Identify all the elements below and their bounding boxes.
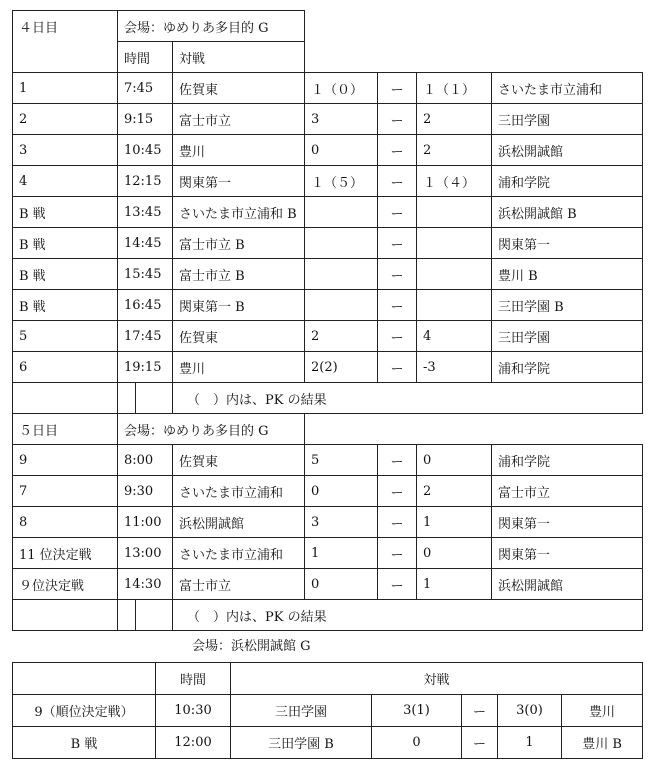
- match-number: B 戦: [13, 197, 118, 228]
- match-time: 19:15: [118, 352, 173, 383]
- home-score: 2(2): [305, 352, 378, 383]
- match-row: [13, 166, 643, 197]
- pk-blank: [13, 600, 118, 631]
- match-row: [13, 569, 643, 600]
- score-dash: ー: [378, 476, 417, 507]
- pk-blank: [118, 383, 136, 414]
- home-score: １（５）: [305, 166, 378, 197]
- score-dash: ー: [378, 290, 417, 321]
- day4-header-row: [13, 11, 643, 42]
- match-row: [13, 507, 643, 538]
- match-row: [13, 73, 643, 104]
- match-time: 9:15: [118, 104, 173, 135]
- home-score: １（０）: [305, 73, 378, 104]
- final-match-row: [13, 695, 643, 727]
- match-time: 17:45: [118, 321, 173, 352]
- home-team: 三田学園 B: [231, 727, 372, 759]
- match-number: 3: [13, 135, 118, 166]
- away-team: 関東第一: [492, 228, 643, 259]
- match-row: [13, 321, 643, 352]
- match-number: B 戦: [13, 228, 118, 259]
- pk-note: （ ）内は、PK の結果: [173, 600, 643, 631]
- away-team: 関東第一: [492, 507, 643, 538]
- away-score: 4: [417, 321, 492, 352]
- match-row: [13, 476, 643, 507]
- away-team: 三田学園: [492, 104, 643, 135]
- match-row: [13, 135, 643, 166]
- day4-label: ４日目: [13, 11, 118, 73]
- away-team: 浦和学院: [492, 352, 643, 383]
- match-time: 8:00: [118, 445, 173, 476]
- home-score: 5: [305, 445, 378, 476]
- match-time: 14:45: [118, 228, 173, 259]
- score-dash: ー: [378, 104, 417, 135]
- score-dash: ー: [378, 73, 417, 104]
- score-dash: ー: [462, 727, 498, 759]
- home-team: 富士市立: [173, 569, 305, 600]
- home-score: 1: [305, 538, 378, 569]
- home-team: さいたま市立浦和: [173, 538, 305, 569]
- match-number: 8: [13, 507, 118, 538]
- match-number: 1: [13, 73, 118, 104]
- away-score: 2: [417, 476, 492, 507]
- match-time: 10:30: [156, 695, 231, 727]
- match-number: 9: [13, 445, 118, 476]
- home-team: 関東第一 B: [173, 290, 305, 321]
- away-team: 豊川 B: [562, 727, 643, 759]
- match-row: [13, 228, 643, 259]
- match-number: B 戦: [13, 259, 118, 290]
- match-row: [13, 538, 643, 569]
- match-time: 9:30: [118, 476, 173, 507]
- home-score: 0: [372, 727, 462, 759]
- match-number: 2: [13, 104, 118, 135]
- home-team: 佐賀東: [173, 445, 305, 476]
- match-row: [13, 259, 643, 290]
- away-score: 2: [417, 135, 492, 166]
- match-time: 11:00: [118, 507, 173, 538]
- home-team: 富士市立: [173, 104, 305, 135]
- away-team: 浜松開誠館: [492, 569, 643, 600]
- home-score: [305, 197, 378, 228]
- home-team: さいたま市立浦和: [173, 476, 305, 507]
- home-team: さいたま市立浦和 B: [173, 197, 305, 228]
- day5-venue: 会場：ゆめりあ多目的 G: [118, 414, 305, 445]
- match-row: [13, 290, 643, 321]
- score-dash: ー: [378, 166, 417, 197]
- final-col-time: 時間: [156, 663, 231, 695]
- header-empty: [305, 414, 643, 445]
- day4-day5-schedule-table: [12, 10, 643, 631]
- away-team: 浜松開誠館: [492, 135, 643, 166]
- home-score: [305, 228, 378, 259]
- home-score: 2: [305, 321, 378, 352]
- match-number: B 戦: [13, 290, 118, 321]
- pk-blank: [136, 383, 173, 414]
- home-team: 富士市立 B: [173, 259, 305, 290]
- away-score: １（１）: [417, 73, 492, 104]
- pk-note-row: [13, 383, 643, 414]
- match-time: 12:00: [156, 727, 231, 759]
- match-number: 5: [13, 321, 118, 352]
- away-team: 豊川: [562, 695, 643, 727]
- match-time: 16:45: [118, 290, 173, 321]
- day5-header-row: [13, 414, 643, 445]
- home-team: 関東第一: [173, 166, 305, 197]
- col-match-header: 対戦: [173, 42, 305, 73]
- away-score: [417, 228, 492, 259]
- day4-venue: 会場：ゆめりあ多目的 G: [118, 11, 305, 42]
- away-score: [417, 259, 492, 290]
- away-score: -3: [417, 352, 492, 383]
- score-dash: ー: [378, 135, 417, 166]
- away-team: 富士市立: [492, 476, 643, 507]
- pk-note: （ ）内は、PK の結果: [173, 383, 643, 414]
- pk-blank: [118, 600, 136, 631]
- score-dash: ー: [378, 259, 417, 290]
- score-dash: ー: [378, 228, 417, 259]
- away-score: [417, 197, 492, 228]
- home-team: 佐賀東: [173, 321, 305, 352]
- score-dash: ー: [378, 538, 417, 569]
- match-row: [13, 197, 643, 228]
- match-row: [13, 104, 643, 135]
- away-score: 0: [417, 445, 492, 476]
- away-score: 0: [417, 538, 492, 569]
- home-score: 0: [305, 135, 378, 166]
- away-score: 1: [498, 727, 562, 759]
- score-dash: ー: [378, 321, 417, 352]
- away-score: 3(0): [498, 695, 562, 727]
- day5-label: ５日目: [13, 414, 118, 445]
- match-number: ９位決定戦: [13, 569, 118, 600]
- match-number: 7: [13, 476, 118, 507]
- away-score: 1: [417, 569, 492, 600]
- home-team: 富士市立 B: [173, 228, 305, 259]
- away-team: さいたま市立浦和: [492, 73, 643, 104]
- home-team: 三田学園: [231, 695, 372, 727]
- match-number: 4: [13, 166, 118, 197]
- home-score: [305, 259, 378, 290]
- away-team: 三田学園 B: [492, 290, 643, 321]
- match-time: 15:45: [118, 259, 173, 290]
- home-score: 0: [305, 569, 378, 600]
- final-header-empty: [13, 663, 156, 695]
- match-row: [13, 352, 643, 383]
- home-team: 豊川: [173, 135, 305, 166]
- away-team: 浦和学院: [492, 166, 643, 197]
- final-venue-table: [12, 662, 643, 759]
- pk-blank: [13, 383, 118, 414]
- match-number: 9（順位決定戦）: [13, 695, 156, 727]
- home-score: 3: [305, 507, 378, 538]
- score-dash: ー: [378, 197, 417, 228]
- away-score: 2: [417, 104, 492, 135]
- home-team: 佐賀東: [173, 73, 305, 104]
- col-time-header: 時間: [118, 42, 173, 73]
- home-team: 浜松開誠館: [173, 507, 305, 538]
- away-score: １（４）: [417, 166, 492, 197]
- away-score: 1: [417, 507, 492, 538]
- match-number: 11 位決定戦: [13, 538, 118, 569]
- final-col-match: 対戦: [231, 663, 643, 695]
- header-empty: [305, 42, 643, 73]
- score-dash: ー: [378, 569, 417, 600]
- header-empty: [305, 11, 643, 42]
- pk-note-row: [13, 600, 643, 631]
- final-venue-label: 会場：浜松開誠館 G: [192, 639, 311, 654]
- home-team: 豊川: [173, 352, 305, 383]
- away-team: 関東第一: [492, 538, 643, 569]
- final-header-row: [13, 663, 643, 695]
- match-time: 14:30: [118, 569, 173, 600]
- away-score: [417, 290, 492, 321]
- score-dash: ー: [462, 695, 498, 727]
- away-team: 三田学園: [492, 321, 643, 352]
- home-score: 3(1): [372, 695, 462, 727]
- match-time: 10:45: [118, 135, 173, 166]
- match-number: B 戦: [13, 727, 156, 759]
- home-score: [305, 290, 378, 321]
- match-time: 13:00: [118, 538, 173, 569]
- away-team: 豊川 B: [492, 259, 643, 290]
- home-score: 0: [305, 476, 378, 507]
- score-dash: ー: [378, 445, 417, 476]
- match-time: 13:45: [118, 197, 173, 228]
- final-match-row: [13, 727, 643, 759]
- away-team: 浜松開誠館 B: [492, 197, 643, 228]
- match-time: 12:15: [118, 166, 173, 197]
- away-team: 浦和学院: [492, 445, 643, 476]
- match-number: 6: [13, 352, 118, 383]
- home-score: 3: [305, 104, 378, 135]
- match-row: [13, 445, 643, 476]
- match-time: 7:45: [118, 73, 173, 104]
- score-dash: ー: [378, 507, 417, 538]
- pk-blank: [136, 600, 173, 631]
- score-dash: ー: [378, 352, 417, 383]
